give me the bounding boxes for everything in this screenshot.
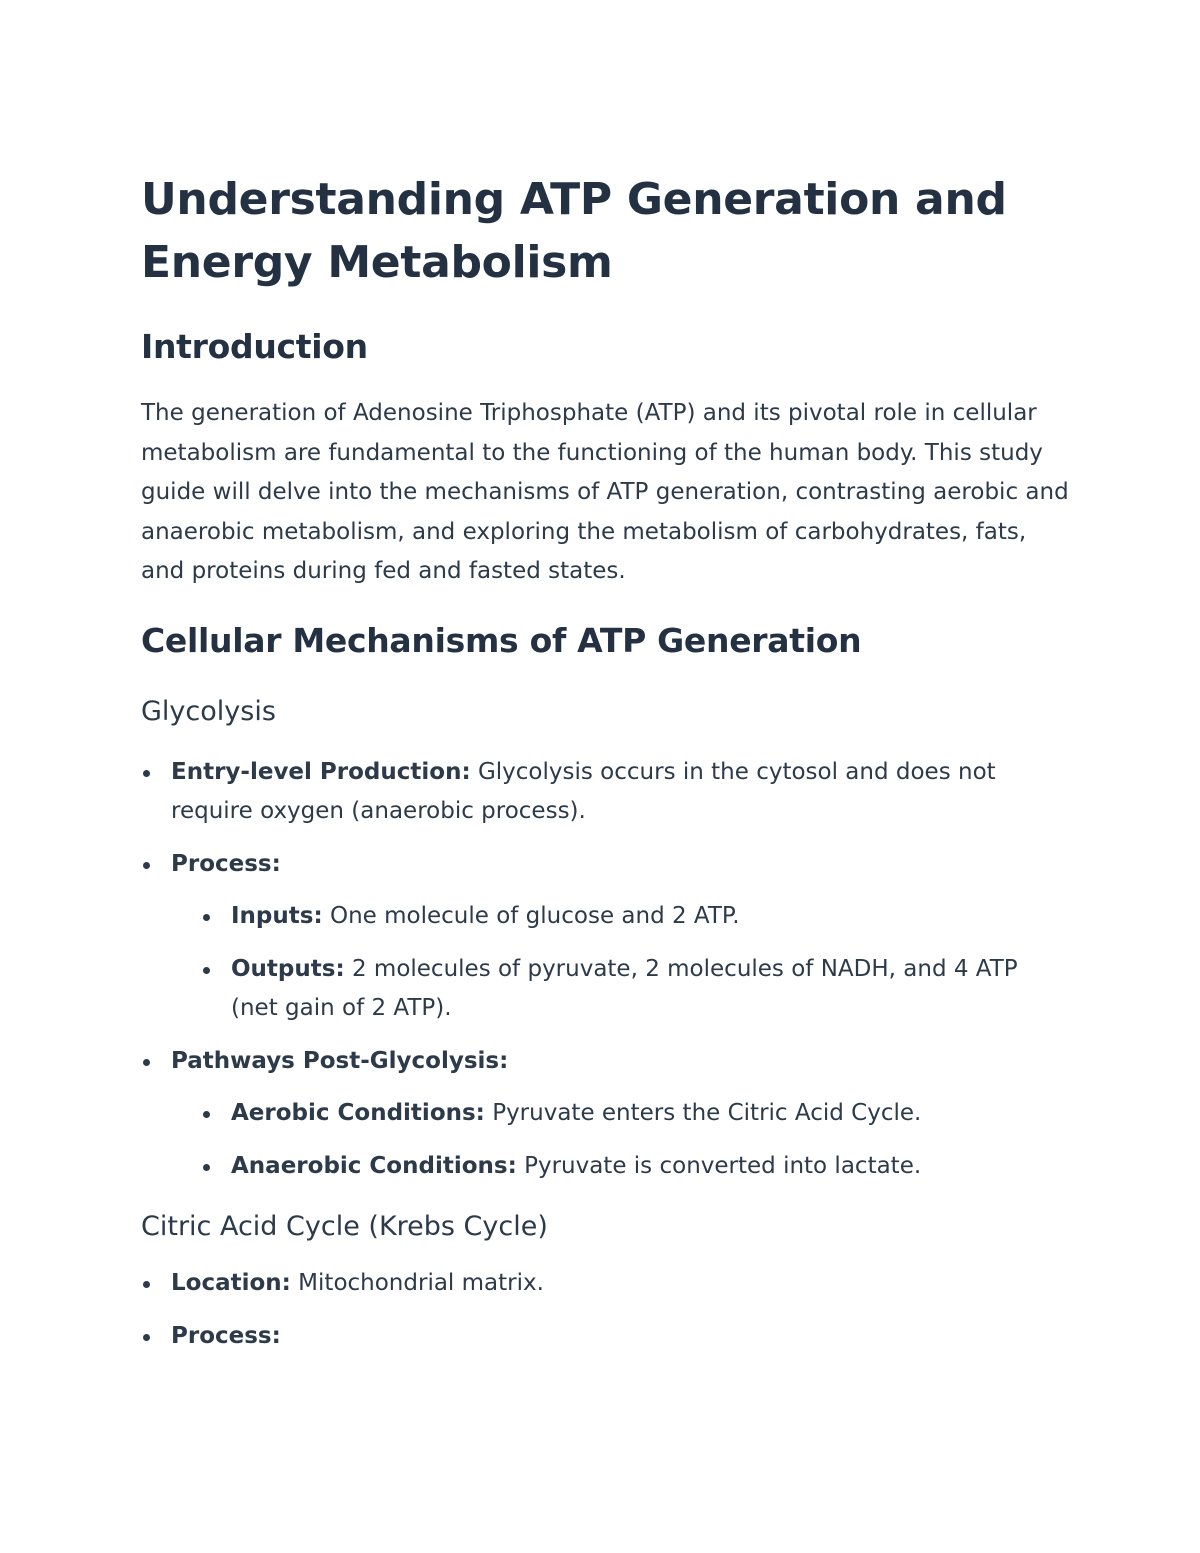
term-label: Aerobic Conditions: — [231, 1100, 485, 1126]
process-sublist — [171, 897, 1071, 1029]
krebs-heading: Citric Acid Cycle (Krebs Cycle) — [141, 1211, 548, 1242]
item-text: Mitochondrial matrix. — [290, 1270, 544, 1296]
bullet-icon — [143, 1281, 150, 1288]
term-label: Process: — [171, 1322, 281, 1349]
document-title: Understanding ATP Generation and Energy Metabolism — [141, 174, 1007, 288]
list-item-pathways — [141, 1042, 1071, 1187]
list-item-process — [141, 845, 1071, 1029]
glycolysis-list — [141, 753, 1071, 1187]
list-item-entry-level — [141, 753, 1071, 832]
bullet-icon — [203, 914, 210, 921]
term-label: Entry-level Production: — [171, 758, 471, 785]
list-item-location — [141, 1264, 1071, 1304]
document-page — [141, 168, 1071, 1369]
list-item-aerobic — [171, 1094, 1071, 1134]
term-label: Location: — [171, 1270, 291, 1296]
list-item-krebs-process — [141, 1317, 1071, 1357]
glycolysis-heading: Glycolysis — [141, 695, 276, 727]
bullet-icon — [203, 1111, 210, 1118]
list-item-inputs — [171, 897, 1071, 937]
term-label: Anaerobic Conditions: — [231, 1152, 517, 1179]
term-label: Outputs: — [231, 955, 345, 982]
item-text: One molecule of glucose and 2 ATP. — [322, 903, 740, 929]
bullet-icon — [143, 1334, 150, 1341]
term-label: Inputs: — [231, 903, 323, 929]
pathways-sublist — [171, 1094, 1071, 1186]
item-text: Glycolysis occurs in the cytosol and does not require oxygen (anaerobic process). — [171, 758, 996, 824]
krebs-list — [141, 1264, 1071, 1356]
term-label: Pathways Post-Glycolysis: — [171, 1047, 509, 1074]
mechanisms-heading: Cellular Mechanisms of ATP Generation — [141, 620, 862, 660]
bullet-icon — [203, 1164, 210, 1171]
introduction-paragraph: The generation of Adenosine Triphosphate (ATP) and its pivotal role in cellular metabolism are fundamental to the functioning of the human body. This study guide will delve into the mechanisms of ATP generation, contrasting aerobic and anaerobic metabolism, and exploring the metabolism of carbohydrates, fats, and proteins during fed and fasted states. — [141, 400, 1069, 584]
introduction-heading: Introduction — [141, 327, 368, 366]
list-item-outputs — [171, 950, 1071, 1029]
item-text: 2 molecules of pyruvate, 2 molecules of NADH, and 4 ATP (net gain of 2 ATP). — [231, 955, 1018, 1021]
list-item-anaerobic — [171, 1147, 1071, 1187]
bullet-icon — [143, 770, 150, 777]
bullet-icon — [143, 1059, 150, 1066]
term-label: Process: — [171, 850, 281, 877]
bullet-icon — [143, 862, 150, 869]
item-text: Pyruvate enters the Citric Acid Cycle. — [484, 1100, 922, 1126]
item-text: Pyruvate is converted into lactate. — [516, 1152, 922, 1179]
bullet-icon — [203, 967, 210, 974]
